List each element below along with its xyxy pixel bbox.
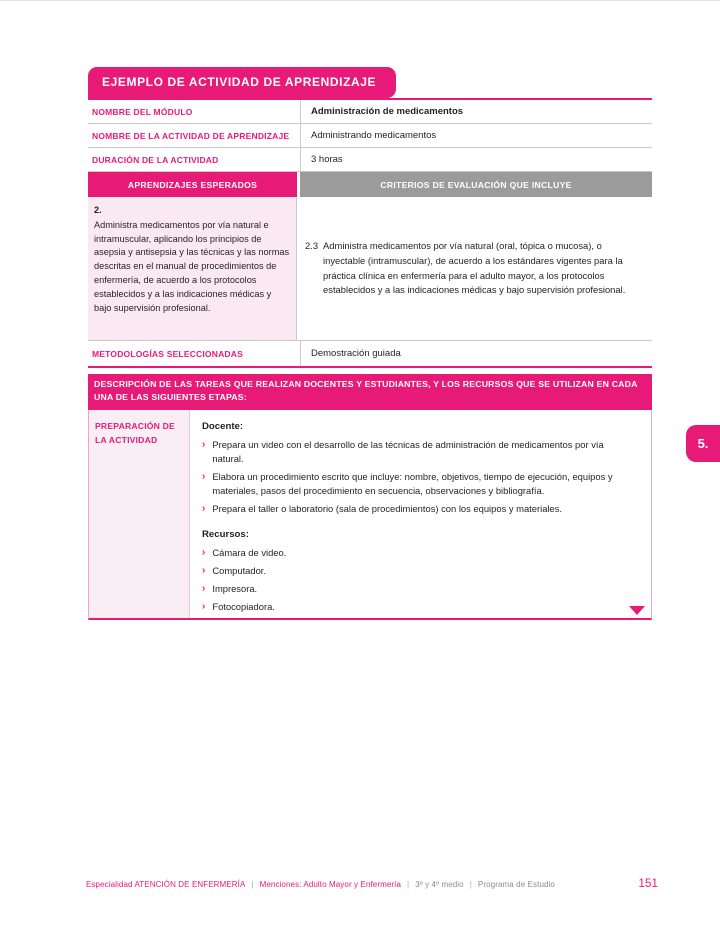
docente-item [202, 470, 637, 498]
footer-separator: | [407, 880, 410, 889]
bullet-icon: › [202, 438, 206, 450]
bullet-icon: › [202, 582, 206, 594]
stage-label: PREPARACIÓN DE LA ACTIVIDAD [89, 410, 189, 618]
recursos-item-text: Cámara de video. [212, 546, 287, 558]
activity-sheet [88, 67, 652, 620]
bullet-icon: › [202, 471, 206, 483]
bullet-icon: › [202, 564, 206, 576]
learning-number: 2. [94, 205, 102, 215]
row-value: Administración de medicamentos [300, 100, 652, 123]
criterion-number: 2.3 [305, 240, 319, 252]
continuation-triangle-icon [629, 606, 645, 615]
footer-grade: 3º y 4º medio [415, 880, 464, 889]
row-label: METODOLOGÍAS SELECCIONADAS [92, 348, 243, 359]
row-label: NOMBRE DE LA ACTIVIDAD DE APRENDIZAJE [92, 130, 290, 141]
docente-item-text: Prepara el taller o laboratorio (sala de procedimientos) con los equipos y materiales. [212, 503, 563, 515]
table-row [88, 148, 652, 172]
learning-text: Administra medicamentos por vía natural e intramuscular, aplicando los principios de asepsia y antisepsia y las técnicas y las normas descritas en el manual de procedimientos de enfermería, de acuerdo a los protocolos establecidos y a las indicaciones médicas y bajo supervisión profesional. [94, 219, 290, 313]
footer-breadcrumb [86, 880, 639, 889]
footer-separator: | [469, 880, 472, 889]
recursos-item [202, 582, 637, 596]
row-value: Administrando medicamentos [300, 124, 652, 147]
page-title: EJEMPLO DE ACTIVIDAD DE APRENDIZAJE [88, 67, 396, 98]
recursos-item [202, 564, 637, 578]
evaluation-criterion-cell [296, 197, 652, 340]
row-value: 3 horas [300, 148, 652, 171]
row-label: DURACIÓN DE LA ACTIVIDAD [92, 154, 219, 165]
recursos-item [202, 600, 637, 614]
chapter-number-tab: 5. [686, 425, 720, 462]
expected-learnings-header: APRENDIZAJES ESPERADOS [88, 172, 297, 197]
recursos-heading: Recursos: [202, 528, 249, 540]
bullet-icon: › [202, 546, 206, 558]
methodology-row [88, 341, 652, 368]
footer-program: Programa de Estudio [477, 880, 555, 889]
recursos-item [202, 546, 637, 560]
docente-item [202, 502, 637, 516]
evaluation-criteria-header: CRITERIOS DE EVALUACIÓN QUE INCLUYE [300, 172, 652, 197]
footer-mentions: Menciones: Adulto Mayor y Enfermería [259, 880, 402, 889]
docente-item-text: Prepara un video con el desarrollo de las técnicas de administración de medicamentos por vía natural. [212, 438, 604, 465]
table-row [88, 124, 652, 148]
docente-item-text: Elabora un procedimiento escrito que incluye: nombre, objetivos, tiempo de ejecución, equipos y materiales, pasos del procedimiento en secuencia, observaciones y bibliografía. [212, 471, 613, 497]
recursos-item-text: Fotocopiadora. [212, 600, 275, 612]
docente-item [202, 438, 637, 466]
page-footer [86, 878, 658, 890]
description-banner: DESCRIPCIÓN DE LAS TAREAS QUE REALIZAN DOCENTES Y ESTUDIANTES, Y LOS RECURSOS QUE SE UTILIZAN EN CADA UNA DE LAS SIGUIENTES ETAPAS: [88, 374, 652, 410]
footer-separator: | [251, 880, 254, 889]
row-label: NOMBRE DEL MÓDULO [92, 106, 193, 117]
stage-content [189, 410, 651, 618]
row-value: Demostración guiada [300, 341, 652, 366]
recursos-item-text: Impresora. [212, 582, 258, 594]
bullet-icon: › [202, 503, 206, 515]
criteria-content-row [88, 197, 652, 341]
stage-section [88, 410, 652, 620]
page-number: 151 [638, 878, 658, 890]
criteria-header-row [88, 172, 652, 197]
table-row [88, 100, 652, 124]
recursos-item-text: Computador. [212, 564, 267, 576]
footer-specialty: Especialidad ATENCIÓN DE ENFERMERÍA [86, 880, 246, 889]
recursos-group [202, 529, 637, 614]
criterion-text: Administra medicamentos por vía natural (oral, tópica o mucosa), o inyectable (intramuscular), de acuerdo a los estándares vigentes para la práctica clínica en enfermería para el adulto mayor, a los protocolos establecidos y a las indicaciones médicas y bajo supervisión profesional. [323, 240, 626, 296]
docente-heading: Docente: [202, 420, 244, 432]
info-table [88, 98, 652, 368]
expected-learning-cell [88, 197, 296, 340]
bullet-icon: › [202, 600, 206, 612]
